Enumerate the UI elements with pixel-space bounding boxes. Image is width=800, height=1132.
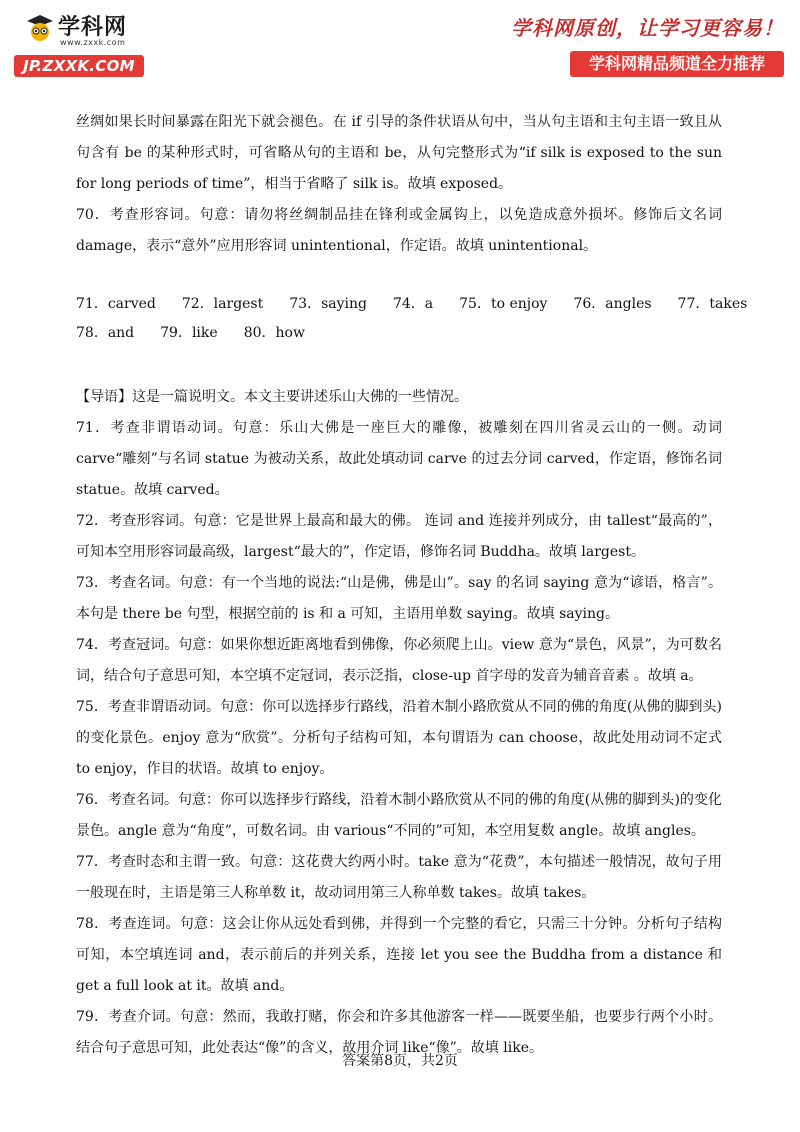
paragraph: 丝绸如果长时间暴露在阳光下就会褪色。在 if 引导的条件状语从句中，当从句主语和主句主语一致且从句含有 be 的某种形式时，可省略从句的主语和 be，从句完整形式为“if silk is exposed to the sun for long periods of time”，相当于省略了 silk is。故填 exposed。 — [76, 114, 722, 192]
paragraph: 74．考查冠词。句意：如果你想近距离地看到佛像，你必须爬上山。view 意为“景色，风景”，为可数名词，结合句子意思可知，本空填不定冠词，表示泛指，close-up 首字母的发音为辅音音素 。故填 a。 — [76, 637, 722, 684]
paragraph: 70．考查形容词。句意：请勿将丝绸制品挂在锋利或金属钩上，以免造成意外损坏。修饰后文名词 damage，表示“意外”应用形容词 unintentional，作定语。故填 unintentional。 — [76, 207, 722, 254]
answer-item: 77．takes — [677, 296, 748, 312]
answer-content — [76, 107, 748, 1064]
page-header — [0, 0, 800, 90]
guide-paragraph: 【导语】这是一篇说明文。本文主要讲述乐山大佛的一些情况。 — [76, 389, 468, 405]
paragraph: 73．考查名词。句意：有一个当地的说法:“山是佛，佛是山”。say 的名词 saying 意为“谚语，格言”。本句是 there be 句型，根据空前的 is 和 a 可知，主语用单数 saying。故填 saying。 — [76, 575, 722, 622]
answer-item: 74．a — [392, 296, 434, 312]
answer-item: 78．and — [76, 325, 135, 341]
paragraph: 78．考查连词。句意：这会让你从远处看到佛，并得到一个完整的看它，只需三十分钟。分析句子结构可知，本空填连词 and，表示前后的并列关系，连接 let you see the Buddha from a distance 和 get a full look at it。故填 and。 — [76, 916, 722, 994]
paragraph: 72．考查形容词。句意：它是世界上最高和最大的佛。 连词 and 连接并列成分，由 tallest“最高的”，可知本空用形容词最高级，largest“最大的”，作定语，修饰名词 Buddha。故填 largest。 — [76, 513, 722, 560]
paragraph: 71．考查非谓语动词。句意：乐山大佛是一座巨大的雕像，被雕刻在四川省灵云山的一侧。动词 carve“雕刻”与名词 statue 为被动关系，故此处填动词 carve 的过去分词 carved，作定语，修饰名词 statue。故填 carved。 — [76, 420, 722, 498]
owl-logo-icon — [26, 14, 54, 42]
channel-badge: 学科网精品频道全力推荐 — [570, 51, 784, 77]
paragraph: 77．考查时态和主谓一致。句意：这花费大约两小时。take 意为“花费”，本句描述一般情况，故句子用一般现在时，主语是第三人称单数 it，故动词用第三人称单数 takes。故填 takes。 — [76, 854, 722, 901]
answer-item: 71．carved — [76, 296, 156, 312]
answer-item: 73．saying — [289, 296, 367, 312]
answer-row — [76, 290, 748, 319]
paragraph: 75．考查非谓语动词。句意：你可以选择步行路线，沿着木制小路欣赏从不同的佛的角度(从佛的脚到头)的变化景色。enjoy 意为“欣赏”。分析句子结构可知，本句谓语为 can choose，故此处用动词不定式 to enjoy，作目的状语。故填 to enjoy。 — [76, 699, 722, 777]
paragraph: 79．考查介词。句意：然而，我敢打赌，你会和许多其他游客一样——既要坐船，也要步行两个小时。结合句子意思可知，此处表达“像”的含义，故用介词 like“像”。故填 like。 — [76, 1009, 722, 1056]
logo-name: 学科网 — [58, 15, 128, 40]
answer-item: 76．angles — [573, 296, 652, 312]
answer-item: 72．largest — [181, 296, 264, 312]
answer-item: 80．how — [243, 325, 305, 341]
site-badge: JP.ZXXK.COM — [14, 55, 144, 77]
answer-row — [76, 319, 722, 348]
explanations — [76, 382, 722, 1064]
answer-item: 75．to enjoy — [459, 296, 548, 312]
answer-key — [76, 290, 748, 348]
paragraph: 76．考查名词。句意：你可以选择步行路线，沿着木制小路欣赏从不同的佛的角度(从佛的脚到头)的变化景色。angle 意为“角度”，可数名词。由 various“不同的”可知，本空用复数 angle。故填 angles。 — [76, 792, 722, 839]
slogan: 学科网原创，让学习更容易！ — [511, 16, 784, 40]
logo-url: www.zxxk.com — [60, 38, 126, 47]
page-footer: 答案第8页，共2页 — [342, 1053, 458, 1069]
answer-item: 79．like — [160, 325, 218, 341]
